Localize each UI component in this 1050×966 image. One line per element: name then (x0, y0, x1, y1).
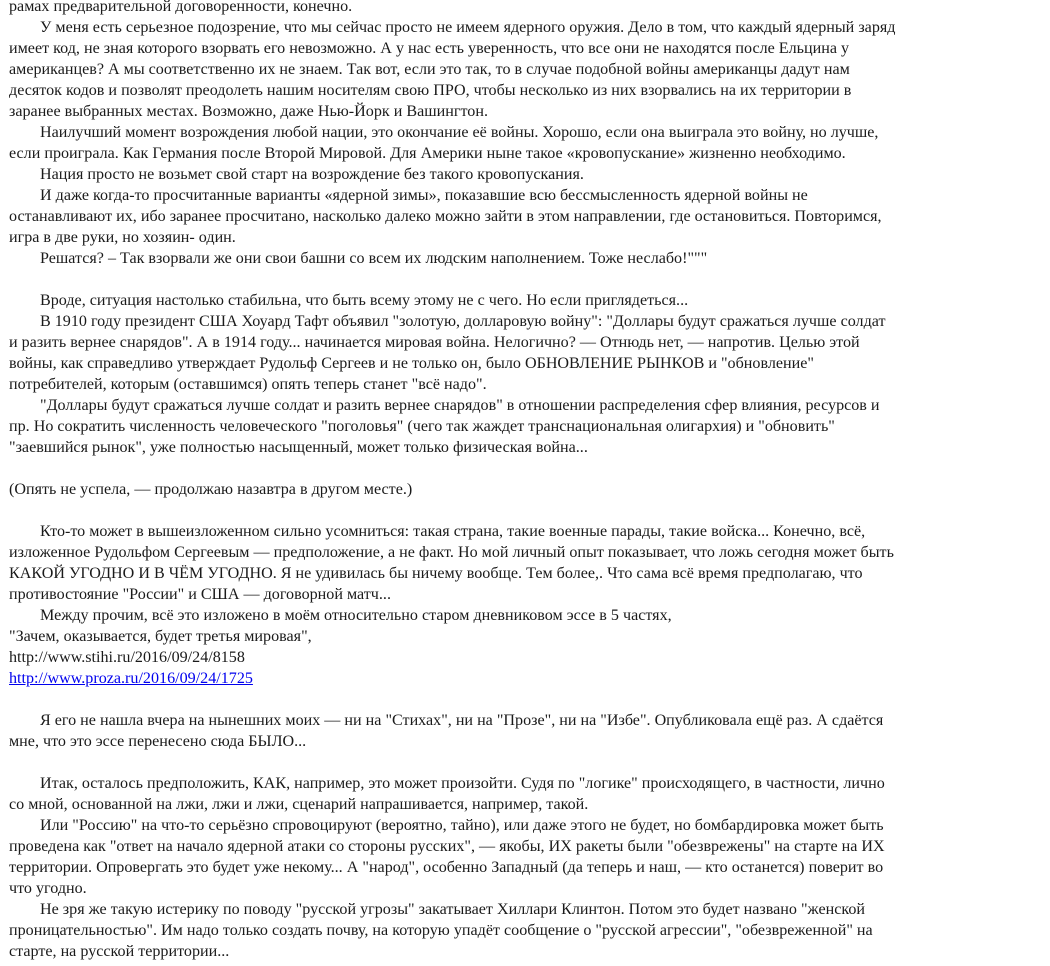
text-line: территории. Опровергать это будет уже некому... А "народ", особенно Западный (да теперь и наш, — кто останется) поверит во (9, 859, 884, 876)
text-line: КАКОЙ УГОДНО И В ЧЁМ УГОДНО. Я не удивилась бы ничему вообще. Тем более,. Что сама всё время предполагаю, что (9, 565, 863, 582)
text-line: "заевшийся рынок", уже полностью насыщенный, может только физическая война... (9, 439, 588, 456)
text-line: проницательностью". Им надо только создать почву, на которую упадёт сообщение о "русской агрессии", "обезвреженной" на (9, 922, 873, 939)
text-line: мне, что это эссе перенесено сюда БЫЛО... (9, 733, 307, 750)
text-line: противостояние "России" и США — договорной матч... (9, 586, 391, 603)
blank-line (9, 752, 1041, 773)
text-line: потребителей, которым (оставшимся) опять теперь станет "всё надо". (9, 376, 487, 393)
text-line: "Доллары будут сражаться лучше солдат и разить вернее снарядов" в отношении распределения сфер влияния, ресурсов и (40, 397, 880, 414)
blank-line (9, 500, 1041, 521)
text-line: проведена как "ответ на начало ядерной атаки со стороны русских", — якобы, ИХ ракеты были "обезврежены" на старте на ИХ (9, 838, 885, 855)
text-line: со мной, основанной на лжи, лжи и лжи, сценарий напрашивается, например, такой. (9, 796, 589, 813)
text-line: Итак, осталось предположить, КАК, например, это может произойти. Судя по "логике" происходящего, в частности, лично (40, 775, 885, 792)
document-body (9, 0, 1041, 962)
text-line: Между прочим, всё это изложено в моём относительно старом дневниковом эссе в 5 частях, (40, 607, 672, 624)
blank-line (9, 269, 1041, 290)
text-line: заранее выбранных местах. Возможно, даже Нью-Йорк и Вашингтон. (9, 103, 488, 120)
text-line: Наилучший момент возрождения любой нации, это окончание её войны. Хорошо, если она выиграла это войну, но лучше, (40, 124, 879, 141)
text-line: http://www.stihi.ru/2016/09/24/8158 (9, 649, 245, 666)
text-line: Не зря же такую истерику по поводу "русской угрозы" закатывает Хиллари Клинтон. Потом это будет названо "женской (40, 901, 866, 918)
text-line: изложенное Рудольфом Сергеевым — предположение, а не факт. Но мой личный опыт показывает, что ложь сегодня может быть (9, 544, 894, 561)
text-line: Кто-то может в вышеизложенном сильно усомниться: такая страна, такие военные парады, такие войска... Конечно, всё, (40, 523, 866, 540)
text-line: десяток кодов и позволят преодолеть нашим носителям свою ПРО, чтобы несколько из них взорвались на их территории в (9, 82, 852, 99)
text-line: И даже когда-то просчитанные варианты «ядерной зимы», показавшие всю бессмысленность ядерной войны не (40, 187, 808, 204)
text-line: старте, на русской территории... (9, 943, 230, 960)
text-line: имеет код, не зная которого взорвать его невозможно. А у нас есть уверенность, что все они не находятся после Ельцина у (9, 40, 850, 57)
text-line: Нация просто не возьмет свой старт на возрождение без такого кровопускания. (40, 166, 584, 183)
text-line: пр. Но сократить численность человеческого "поголовья" (чего так жаждет транснациональная олигархия) и "обновить" (9, 418, 835, 435)
text-line (9, 668, 1041, 689)
text-line: Решатся? – Так взорвали же они свои башни со всем их людским наполнением. Тоже неслабо!""" (40, 250, 708, 267)
text-line: игра в две руки, но хозяин- один. (9, 229, 236, 246)
proza-link[interactable]: http://www.proza.ru/2016/09/24/1725 (9, 670, 253, 687)
blank-line (9, 689, 1041, 710)
text-line: Или "Россию" на что-то серьёзно спровоцируют (вероятно, тайно), или даже этого не будет, но бомбардировка может быть (40, 817, 884, 834)
text-line: (Опять не успела, — продолжаю назавтра в другом месте.) (9, 481, 413, 498)
text-line: и разить вернее снарядов". А в 1914 году... начинается мировая война. Нелогично? — Отнюдь нет, — напротив. Целью этой (9, 334, 860, 351)
text-line: В 1910 году президент США Хоуард Тафт объявил "золотую, долларовую войну": "Доллары будут сражаться лучше солдат (40, 313, 886, 330)
text-line: что угодно. (9, 880, 87, 897)
text-line: рамах предварительной договоренности, конечно. (9, 0, 353, 15)
text-line: У меня есть серьезное подозрение, что мы сейчас просто не имеем ядерного оружия. Дело в том, что каждый ядерный заряд (40, 19, 896, 36)
text-line: Я его не нашла вчера на нынешних моих — ни на "Стихах", ни на "Прозе", ни на "Избе". Опубликовала ещё раз. А сдаётся (40, 712, 884, 729)
text-line: Вроде, ситуация настолько стабильна, что быть всему этому не с чего. Но если приглядеться... (40, 292, 689, 309)
text-line: если проиграла. Как Германия после Второй Мировой. Для Америки ныне такое «кровопускание» жизненно необходимо. (9, 145, 846, 162)
blank-line (9, 458, 1041, 479)
text-line: "Зачем, оказывается, будет третья мировая", (9, 628, 312, 645)
text-line: останавливают их, ибо заранее просчитано, насколько далеко можно зайти в этом направлении, где остановиться. Повторимся, (9, 208, 882, 225)
text-line: войны, как справедливо утверждает Рудольф Сергеев и не только он, было ОБНОВЛЕНИЕ РЫНКОВ и "обновление" (9, 355, 814, 372)
text-line: американцев? А мы соответственно их не знаем. Так вот, если это так, то в случае подобной войны американцы дадут нам (9, 61, 850, 78)
